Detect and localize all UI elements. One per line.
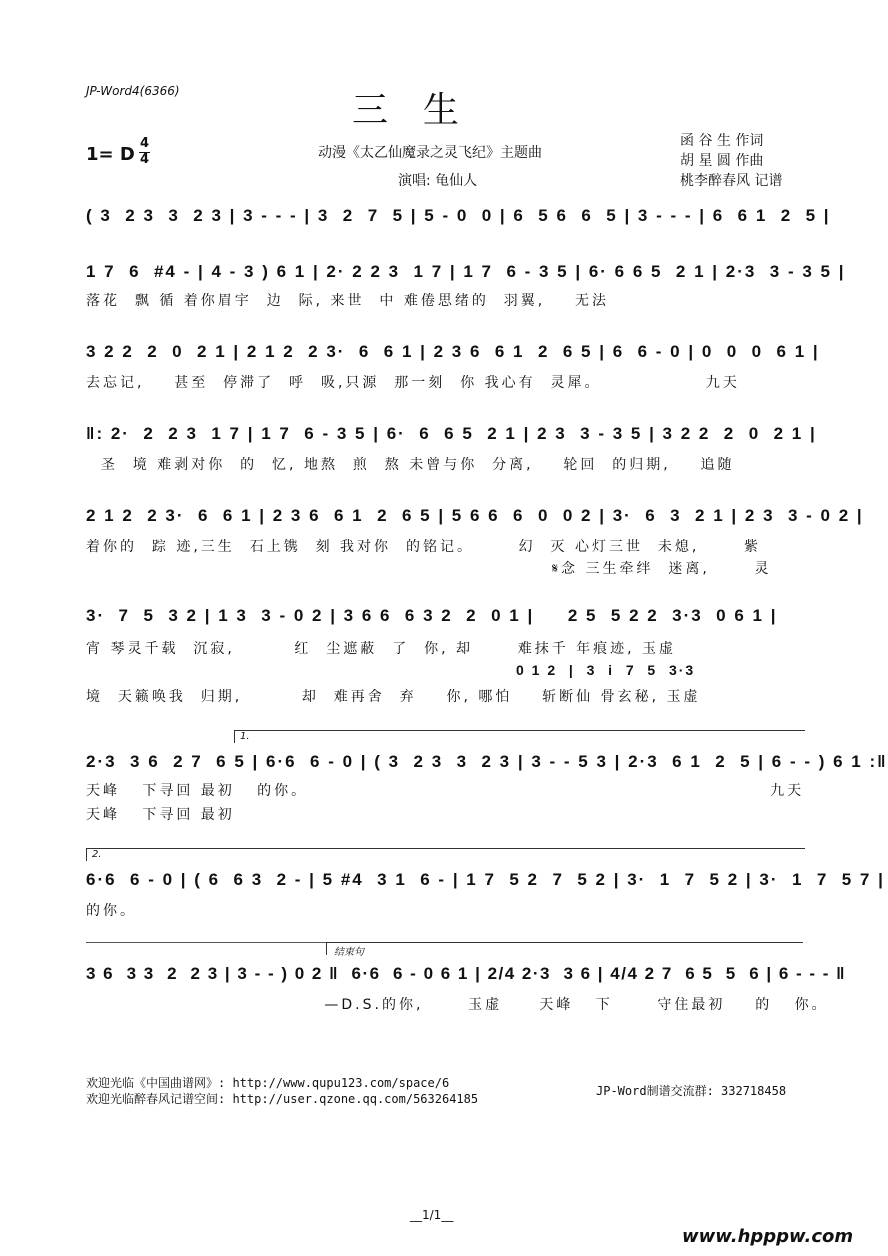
singer: 演唱: 龟仙人	[398, 173, 478, 189]
score-row-4-notes: ‖: 2· 2 2 3 1 7 | 1 7 6 - 3 5 | 6· 6 6 5 2 1 | 2 3 3 - 3 5 | 3 2 2 2 0 2 1 |	[86, 424, 817, 443]
score-row-7-notes: 2·3 3 6 2 7 6 5 | 6·6 6 - 0 | ( 3 2 3 3 2 3 | 3 - - 5 3 | 2·3 6 1 2 5 | 6 - - ) 6 1 :‖	[86, 752, 888, 771]
software-tag: JP-Word4(6366)	[86, 84, 180, 98]
score-row-8-notes: 6·6 6 - 0 | ( 6 6 3 2 - | 5 #4 3 1 6 - | 1 7 5 2 7 5 2 | 3· 1 7 5 2 | 3· 1 7 5 7 |	[86, 870, 885, 889]
footer-link-qzone[interactable]: 欢迎光临醉春风记谱空间: http://user.qzone.qq.com/563264185	[86, 1092, 479, 1106]
watermark: www.hpppw.com	[682, 1226, 854, 1247]
key-signature: 1= D	[86, 144, 135, 165]
score-row-2-notes: 1 7 6 #4 - | 4 - 3 ) 6 1 | 2· 2 2 3 1 7 | 1 7 6 - 3 5 | 6· 6 6 5 2 1 | 2·3 3 - 3 5 |	[86, 262, 846, 281]
score-row-7-lyrics: 天峰 下寻回 最初 的你。 九天	[86, 783, 805, 799]
volta-1-bracket	[234, 730, 805, 743]
score-row-1-notes: ( 3 2 3 3 2 3 | 3 - - - | 3 2 7 5 | 5 - 0 0 | 6 5 6 6 5 | 3 - - - | 6 6 1 2 5 |	[86, 206, 831, 225]
score-row-5-lyrics: 着你的 踪 迹,三生 石上镌 刻 我对你 的铭记。 幻 灭 心灯三世 未熄, 紫	[86, 539, 762, 555]
score-row-6-mid-notes: 0 1 2 | 3 i 7 5 3·3	[516, 662, 696, 678]
score-row-5-notes: 2 1 2 2 3· 6 6 1 | 2 3 6 6 1 2 6 5 | 5 6 6 6 0 0 2 | 3· 6 3 2 1 | 2 3 3 - 0 2 |	[86, 506, 864, 525]
page-number: __1/1__	[410, 1208, 454, 1222]
time-sig-bottom: 4	[140, 152, 150, 167]
page-title: 三 生	[352, 90, 463, 131]
score-row-3-lyrics: 去忘记, 甚至 停滞了 呼 吸,只源 那一刻 你 我心有 灵犀。 九天	[86, 375, 740, 391]
score-row-4-lyrics: 圣 境 难剥对你 的 忆, 地熬 煎 熬 未曾与你 分离, 轮回 的归期, 追随	[86, 457, 735, 473]
composer: 胡 星 圆 作曲	[680, 153, 764, 169]
score-row-6-lyrics: 宵 琴灵千载 沉寂, 红 尘遮蔽 了 你, 却 难抹千 年痕迹, 玉虚	[86, 641, 677, 657]
score-row-6-lyrics-2: 境 天籁唤我 归期, 却 难再舍 弃 你, 哪怕 斩断仙 骨玄秘, 玉虚	[86, 689, 701, 705]
row-9-top-line	[86, 942, 326, 943]
score-row-9-lyrics: —D.S.的你, 玉虚 天峰 下 守住最初 的 你。	[86, 997, 829, 1013]
score-row-7-lyrics-2: 天峰 下寻回 最初	[86, 807, 235, 823]
ending-bracket	[326, 942, 803, 955]
score-row-2-lyrics: 落花 飘 循 着你眉宇 边 际, 来世 中 难倦思绪的 羽翼, 无法	[86, 293, 610, 309]
lyricist: 函 谷 生 作词	[680, 133, 764, 149]
volta-2-label: 2.	[92, 849, 102, 860]
subtitle: 动漫《太乙仙魔录之灵飞纪》主题曲	[318, 145, 542, 161]
footer-link-qupu[interactable]: 欢迎光临《中国曲谱网》: http://www.qupu123.com/space/6	[86, 1076, 450, 1090]
volta-1-label: 1.	[240, 731, 250, 742]
score-row-6-notes: 3· 7 5 3 2 | 1 3 3 - 0 2 | 3 6 6 6 3 2 2 0 1 | 2 5 5 2 2 3·3 0 6 1 |	[86, 606, 778, 625]
score-row-8-lyrics: 的你。	[86, 903, 137, 919]
volta-2-bracket	[86, 848, 805, 861]
score-row-3-notes: 3 2 2 2 0 2 1 | 2 1 2 2 3· 6 6 1 | 2 3 6 6 1 2 6 5 | 6 6 - 0 | 0 0 0 6 1 |	[86, 342, 820, 361]
score-row-5-lyrics-2: 𝄋念 三生牵绊 迷离, 灵	[552, 561, 772, 577]
score-row-9-notes: 3 6 3 3 2 2 3 | 3 - - ) 0 2 ‖ 6·6 6 - 0 6 1 | 2/4 2·3 3 6 | 4/4 2 7 6 5 5 6 | 6 - - - ‖	[86, 964, 847, 983]
footer-group: JP-Word制谱交流群: 332718458	[596, 1084, 787, 1098]
transcriber: 桃李醉春风 记谱	[680, 173, 783, 189]
ending-label: 结束句	[334, 947, 364, 958]
time-sig-top: 4	[140, 136, 150, 151]
